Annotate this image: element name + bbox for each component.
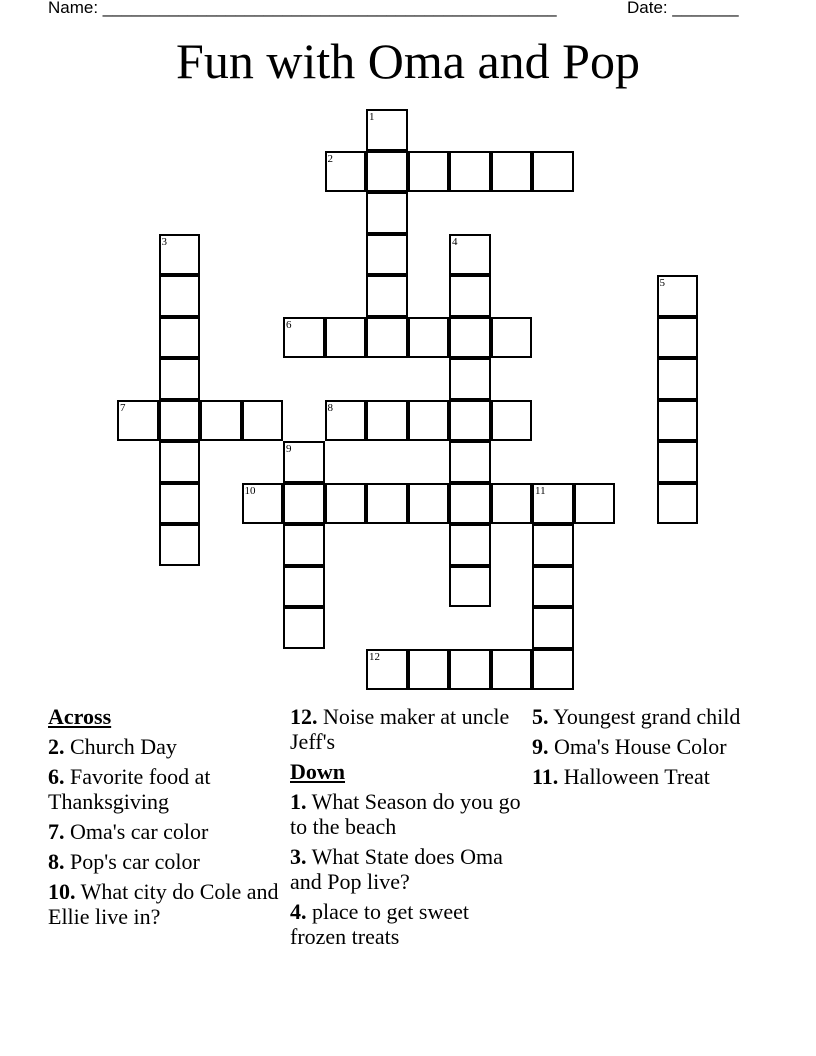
- grid-cell[interactable]: [449, 358, 491, 400]
- grid-cell[interactable]: [242, 483, 284, 525]
- grid-cell[interactable]: [657, 483, 699, 525]
- clues-column-2: [290, 704, 530, 954]
- grid-cell[interactable]: [449, 483, 491, 525]
- grid-cell[interactable]: [366, 483, 408, 525]
- grid-cell[interactable]: [449, 524, 491, 566]
- clue-down-1: 1. What Season do you go to the beach: [290, 789, 521, 839]
- clue-number: 8: [327, 401, 333, 414]
- grid-cell[interactable]: [408, 400, 450, 442]
- clue-across-12: 12. Noise maker at uncle Jeff's: [290, 704, 510, 754]
- clue-number: 5: [659, 277, 665, 289]
- grid-cell[interactable]: [366, 109, 408, 151]
- puzzle-title: Fun with Oma and Pop: [176, 33, 640, 89]
- grid-cell[interactable]: [283, 317, 325, 359]
- grid-cell[interactable]: [366, 275, 408, 317]
- clue-number: 10: [244, 484, 256, 497]
- name-field-label: Name: ________________________________________________: [48, 0, 557, 17]
- grid-cell[interactable]: [159, 358, 201, 400]
- grid-cell[interactable]: [283, 441, 325, 483]
- clue-down-11: 11. Halloween Treat: [532, 764, 710, 789]
- clue-down-5: 5. Youngest grand child: [532, 704, 741, 729]
- grid-cell[interactable]: [366, 234, 408, 276]
- grid-cell[interactable]: [574, 483, 616, 525]
- grid-cell[interactable]: [325, 317, 367, 359]
- down-heading: Down: [290, 759, 346, 784]
- grid-cell[interactable]: [532, 566, 574, 608]
- grid-cell[interactable]: [532, 607, 574, 649]
- grid-cell[interactable]: [117, 400, 159, 442]
- grid-cell[interactable]: [408, 151, 450, 193]
- grid-cell[interactable]: [408, 483, 450, 525]
- grid-cell[interactable]: [657, 400, 699, 442]
- clue-number: 7: [120, 401, 126, 414]
- clue-across-8: 8. Pop's car color: [48, 849, 200, 874]
- grid-cell[interactable]: [325, 483, 367, 525]
- grid-cell[interactable]: [159, 441, 201, 483]
- grid-cell[interactable]: [159, 524, 201, 566]
- grid-cell[interactable]: [159, 275, 201, 317]
- clue-number: 6: [286, 318, 292, 331]
- clue-down-3: 3. What State does Oma and Pop live?: [290, 844, 503, 894]
- grid-cell[interactable]: [532, 524, 574, 566]
- grid-cell[interactable]: [408, 317, 450, 359]
- grid-cell[interactable]: [449, 151, 491, 193]
- grid-cell[interactable]: [449, 234, 491, 276]
- clue-down-9: 9. Oma's House Color: [532, 734, 727, 759]
- grid-cell[interactable]: [283, 607, 325, 649]
- clue-number: 4: [452, 235, 458, 248]
- grid-cell[interactable]: [449, 441, 491, 483]
- grid-cell[interactable]: [366, 649, 408, 691]
- grid-cell[interactable]: [491, 151, 533, 193]
- grid-cell[interactable]: [449, 275, 491, 317]
- grid-cell[interactable]: [159, 400, 201, 442]
- grid-cell[interactable]: [491, 483, 533, 525]
- grid-cell[interactable]: [283, 483, 325, 525]
- clue-across-2: 2. Church Day: [48, 734, 177, 759]
- grid-cell[interactable]: [491, 400, 533, 442]
- grid-cell[interactable]: [366, 192, 408, 234]
- grid-cell[interactable]: [449, 566, 491, 608]
- clues-column-1: [48, 704, 288, 934]
- grid-cell[interactable]: [657, 317, 699, 359]
- grid-cell[interactable]: [366, 151, 408, 193]
- grid-cell[interactable]: [532, 649, 574, 691]
- grid-cell[interactable]: [366, 400, 408, 442]
- date-field-label: Date: _______: [627, 0, 739, 17]
- grid-cell[interactable]: [449, 317, 491, 359]
- clue-down-4: 4. place to get sweet frozen treats: [290, 899, 469, 949]
- grid-cell[interactable]: [532, 151, 574, 193]
- clue-number: 11: [535, 484, 546, 497]
- grid-cell[interactable]: [325, 151, 367, 193]
- grid-cell[interactable]: [200, 400, 242, 442]
- clue-number: 3: [161, 235, 167, 248]
- grid-cell[interactable]: [159, 317, 201, 359]
- grid-cell[interactable]: [657, 358, 699, 400]
- clue-across-10: 10. What city do Cole and Ellie live in?: [48, 879, 279, 929]
- clue-number: 9: [286, 443, 292, 455]
- grid-cell[interactable]: [657, 441, 699, 483]
- clues-column-3: [532, 704, 772, 794]
- clue-across-7: 7. Oma's car color: [48, 819, 209, 844]
- clue-across-6: 6. Favorite food at Thanksgiving: [48, 764, 211, 814]
- grid-cell[interactable]: [449, 649, 491, 691]
- grid-cell[interactable]: [657, 275, 699, 317]
- grid-cell[interactable]: [283, 524, 325, 566]
- grid-cell[interactable]: [325, 400, 367, 442]
- across-heading: Across: [48, 704, 112, 729]
- grid-cell[interactable]: [159, 234, 201, 276]
- clue-number: 12: [369, 650, 380, 663]
- grid-cell[interactable]: [242, 400, 284, 442]
- clue-number: 2: [327, 152, 333, 165]
- grid-cell[interactable]: [449, 400, 491, 442]
- grid-cell[interactable]: [491, 317, 533, 359]
- grid-cell[interactable]: [532, 483, 574, 525]
- grid-cell[interactable]: [283, 566, 325, 608]
- clue-number: 1: [369, 111, 375, 123]
- grid-cell[interactable]: [366, 317, 408, 359]
- grid-cell[interactable]: [159, 483, 201, 525]
- grid-cell[interactable]: [408, 649, 450, 691]
- grid-cell[interactable]: [491, 649, 533, 691]
